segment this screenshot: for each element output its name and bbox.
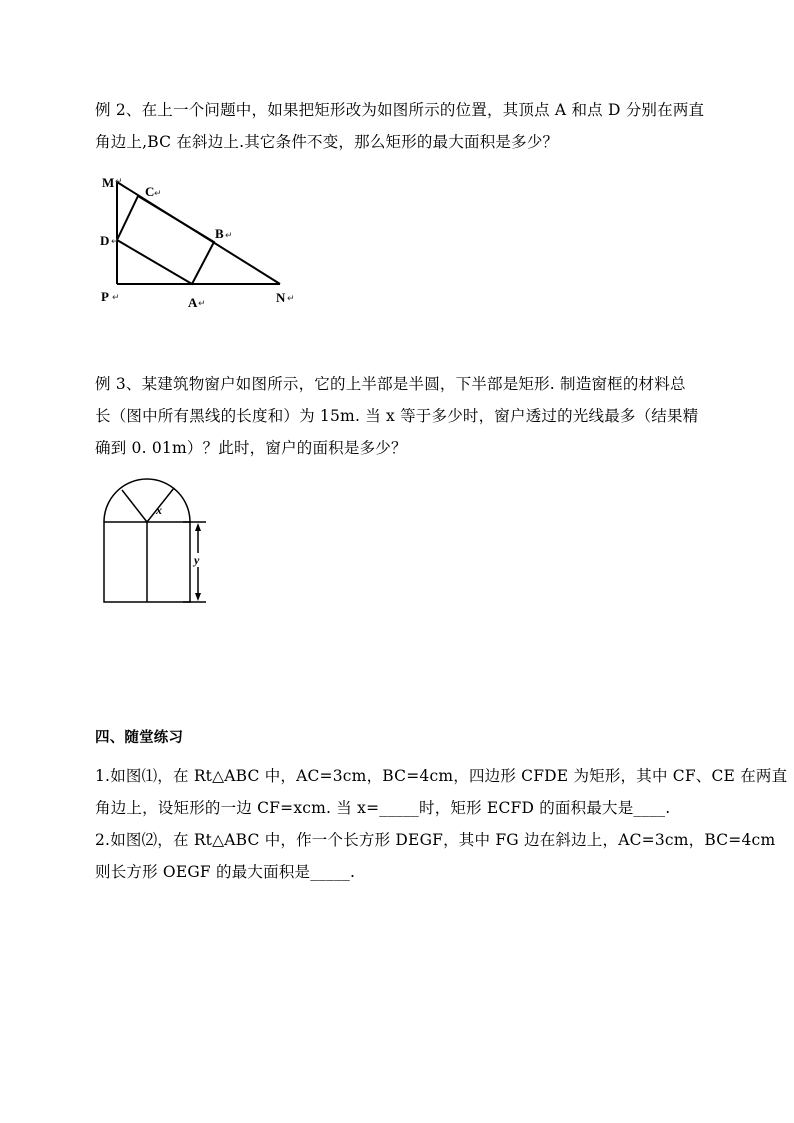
return-mark: ↵: [198, 299, 206, 309]
q1-line2: 角边上，设矩形的一边 CF=xcm. 当 x=_____时，矩形 ECFD 的面积最大是____.: [95, 799, 671, 817]
arrowhead-bottom: [195, 593, 201, 601]
section4-heading: 四、随堂练习: [95, 730, 184, 746]
arrowhead-top: [195, 523, 201, 531]
q1-line1: 1.如图⑴，在 Rt△ABC 中，AC=3cm，BC=4cm，四边形 CFDE 为矩形，其中 CF、CE 在两直: [95, 767, 788, 785]
q2-line1: 2.如图⑵，在 Rt△ABC 中，作一个长方形 DEGF，其中 FG 边在斜边上，AC=3cm，BC=4cm: [95, 831, 776, 849]
return-mark: ↵: [154, 189, 162, 199]
label-c: C: [145, 184, 155, 199]
figure1-triangle-rectangle: [95, 170, 310, 315]
return-mark: ↵: [225, 231, 233, 241]
return-mark: ↵: [287, 294, 295, 304]
inscribed-rectangle-abcd: [117, 196, 214, 284]
example3-line2: 长（图中所有黑线的长度和）为 15m. 当 x 等于多少时，窗户透过的光线最多（结果精: [95, 407, 699, 425]
figure2-window: [95, 475, 225, 610]
label-p: P: [101, 289, 109, 304]
example3-line1: 例 3、某建筑物窗户如图所示，它的上半部是半圆，下半部是矩形. 制造窗框的材料总: [95, 375, 686, 393]
return-mark: ↵: [115, 177, 123, 187]
label-n: N: [276, 290, 286, 305]
example2-line2: 角边上,BC 在斜边上.其它条件不变，那么矩形的最大面积是多少？: [95, 133, 559, 151]
q2-line2: 则长方形 OEGF 的最大面积是_____.: [95, 863, 356, 881]
label-y: y: [194, 553, 200, 567]
label-d: D: [100, 233, 110, 248]
window-semicircle: [104, 479, 190, 522]
label-x: x: [156, 503, 162, 517]
window-radius-left: [122, 490, 147, 522]
return-mark: ↵: [112, 293, 120, 303]
return-mark: ↵: [111, 237, 119, 247]
label-b: B: [215, 226, 224, 241]
label-m: M: [102, 175, 115, 190]
example3-line3: 确到 0. 01m）？此时，窗户的面积是多少？: [95, 439, 407, 457]
example2-line1: 例 2、在上一个问题中，如果把矩形改为如图所示的位置，其顶点 A 和点 D 分别在两直: [95, 101, 705, 119]
label-a: A: [188, 295, 198, 310]
